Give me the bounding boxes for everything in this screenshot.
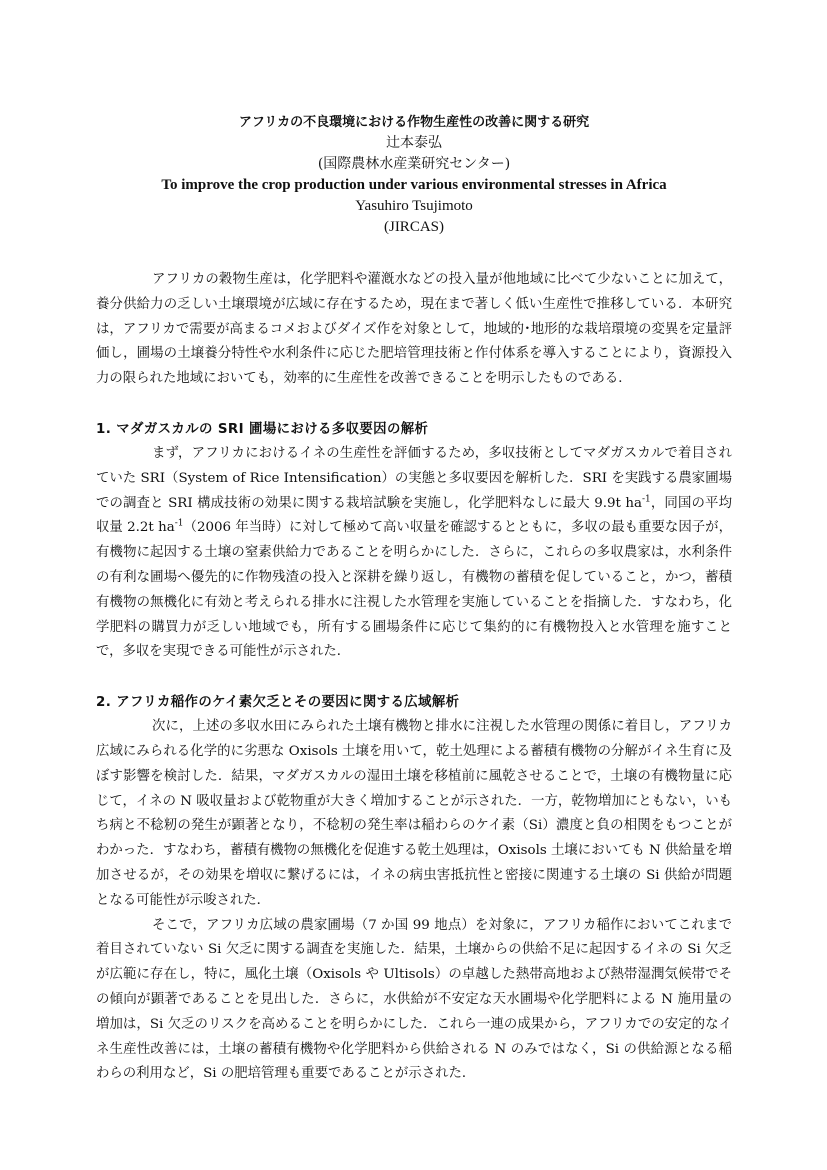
section-1-heading: 1. マダガスカルの SRI 圃場における多収要因の解析	[96, 421, 429, 437]
author-english: Yasuhiro Tsujimoto	[355, 198, 473, 214]
title-english: To improve the crop production under various environmental stresses in Africa	[161, 177, 667, 193]
section-1-text-c: （2006 年当時）に対して極めて高い収量を確認するとともに，多収の最も重要な因子が，有機物に起因する土壌の窒素供給力であることを明らかにした．さらに，これらの多収農家は，水利条件の有利な圃場へ優先的に作物残渣の投入と深耕を繰り返し，有機物の蓄積を促していること，かつ，蓄積有機物の無機化に有効と考えられる排水に注視した水管理を実施していることを指摘した．すなわち，化学肥料の購買力が乏しい地域でも，所有する圃場条件に応じて集約的に有機物投入と水管理を施すことで，多収を実現できる可能性が示された．	[96, 520, 732, 660]
paper-page	[96, 112, 732, 1087]
section-2-paragraph-1: 次に，上述の多収水田にみられた土壌有機物と排水に注視した水管理の関係に着目し，アフリカ広域にみられる化学的に劣悪な Oxisols 土壌を用いて，乾土処理による蓄積有機物の分解がイネ生育に及ぼす影響を検討した．結果，マダガスカルの湿田土壌を移植前に風乾させることで，土壌の有機物量に応じて，イネの N 吸収量および乾物重が大きく増加することが示された．一方，乾物増加にともない，いもち病と不稔籾の発生が顕著となり，不稔籾の発生率は稲わらのケイ素（Si）濃度と負の相関をもつことがわかった．すなわち，蓄積有機物の無機化を促進する乾土処理は，Oxisols 土壌においても N 供給量を増加させるが，その効果を増収に繋げるには，イネの病虫害抵抗性と密接に関連する土壌の Si 供給が問題となる可能性が示唆された．	[96, 719, 732, 908]
affiliation-english: (JIRCAS)	[383, 219, 444, 235]
superscript-per-hectare: -1	[641, 494, 651, 505]
paper-header	[96, 112, 732, 238]
abstract-paragraph: アフリカの穀物生産は，化学肥料や灌漑水などの投入量が他地域に比べて少ないことに加えて，養分供給力の乏しい土壌環境が広域に存在するため，現在まで著しく低い生産性で推移している．本研究は，アフリカで需要が高まるコメおよびダイズ作を対象として，地域的･地形的な栽培環境の変異を定量評価し，圃場の土壌養分特性や水利条件に応じた肥培管理技術と作付体系を導入することにより，資源投入力の限られた地域においても，効率的に生産性を改善できることを明示したものである．	[96, 272, 732, 387]
section-1-text-b: ，同国の平均収量 2.2t ha	[96, 495, 732, 536]
superscript-per-hectare: -1	[174, 518, 184, 529]
section-1-paragraph	[96, 442, 732, 665]
section-1-text-a: まず，アフリカにおけるイネの生産性を評価するため，多収技術としてマダガスカルで着目されていた SRI（System of Rice Intensification）の実態と多収要因を解析した．SRI を実践する農家圃場での調査と SRI 構成技術の効果に関する栽培試験を実施し，化学肥料なしに最大 9.9t ha	[96, 445, 732, 511]
title-japanese: アフリカの不良環境における作物生産性の改善に関する研究	[238, 115, 590, 130]
section-2-paragraph-2: そこで，アフリカ広域の農家圃場（7 か国 99 地点）を対象に，アフリカ稲作においてこれまで着目されていない Si 欠乏に関する調査を実施した．結果，土壌からの供給不足に起因するイネの Si 欠乏が広範に存在し，特に，風化土壌（Oxisols や Ultisols）の卓越した熱帯高地および熱帯湿潤気候帯でその傾向が顕著であることを見出した．さらに，水供給が不安定な天水圃場や化学肥料による N 施用量の増加は，Si 欠乏のリスクを高めることを明らかにした．これら一連の成果から，アフリカでの安定的なイネ生産性改善には，土壌の蓄積有機物や化学肥料から供給される N のみではなく，Si の供給源となる稲わらの利用など，Si の肥培管理も重要であることが示された．	[96, 917, 732, 1082]
author-japanese: 辻本泰弘	[386, 135, 442, 151]
section-2-heading: 2. アフリカ稲作のケイ素欠乏とその要因に関する広域解析	[96, 695, 460, 711]
affiliation-japanese: (国際農林水産業研究センター)	[317, 156, 511, 172]
